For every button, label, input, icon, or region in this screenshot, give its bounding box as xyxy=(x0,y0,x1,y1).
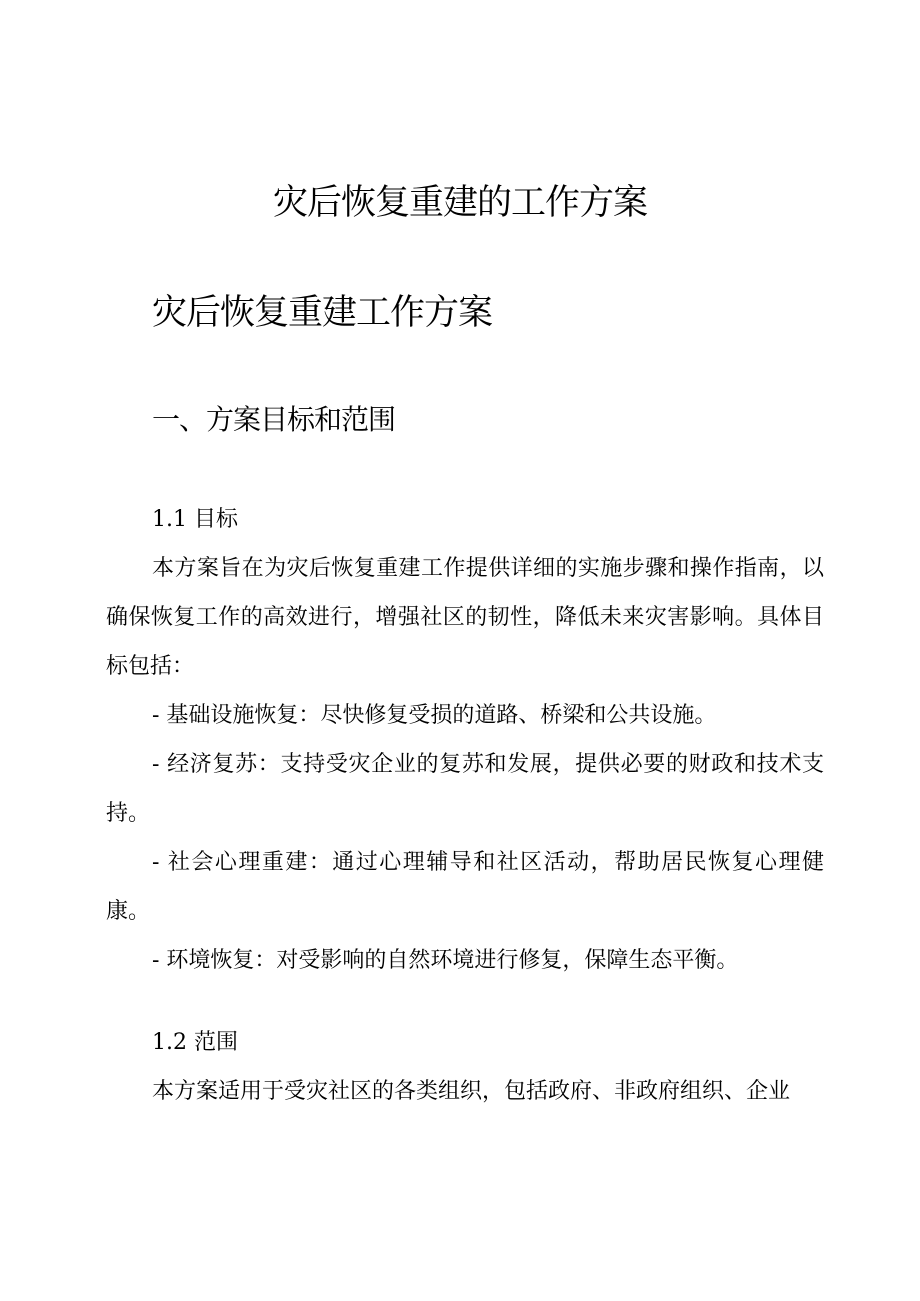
goal-item-social-psychology: - 社会心理重建：通过心理辅导和社区活动，帮助居民恢复心理健康。 xyxy=(106,850,824,924)
subsection-1-2-title: 1.2 范围 xyxy=(152,1030,238,1055)
subsection-1-1-body xyxy=(106,544,824,985)
goal-intro-paragraph: 本方案旨在为灾后恢复重建工作提供详细的实施步骤和操作指南，以确保恢复工作的高效进行，增强社区的韧性，降低未来灾害影响。具体目标包括： xyxy=(106,556,824,679)
subsection-1-2-body xyxy=(106,1067,824,1116)
goal-item-infrastructure: - 基础设施恢复：尽快修复受损的道路、桥梁和公共设施。 xyxy=(152,703,717,728)
scope-paragraph: 本方案适用于受灾社区的各类组织，包括政府、非政府组织、企业 xyxy=(152,1079,791,1104)
plan-heading: 灾后恢复重建工作方案 xyxy=(152,293,493,333)
document-title: 灾后恢复重建的工作方案 xyxy=(272,183,647,223)
goal-item-economy: - 经济复苏：支持受灾企业的复苏和发展，提供必要的财政和技术支持。 xyxy=(106,752,824,826)
goal-item-environment: - 环境恢复：对受影响的自然环境进行修复，保障生态平衡。 xyxy=(152,948,739,973)
section-1-title: 一、方案目标和范围 xyxy=(152,403,396,436)
subsection-1-1-title: 1.1 目标 xyxy=(152,507,238,532)
